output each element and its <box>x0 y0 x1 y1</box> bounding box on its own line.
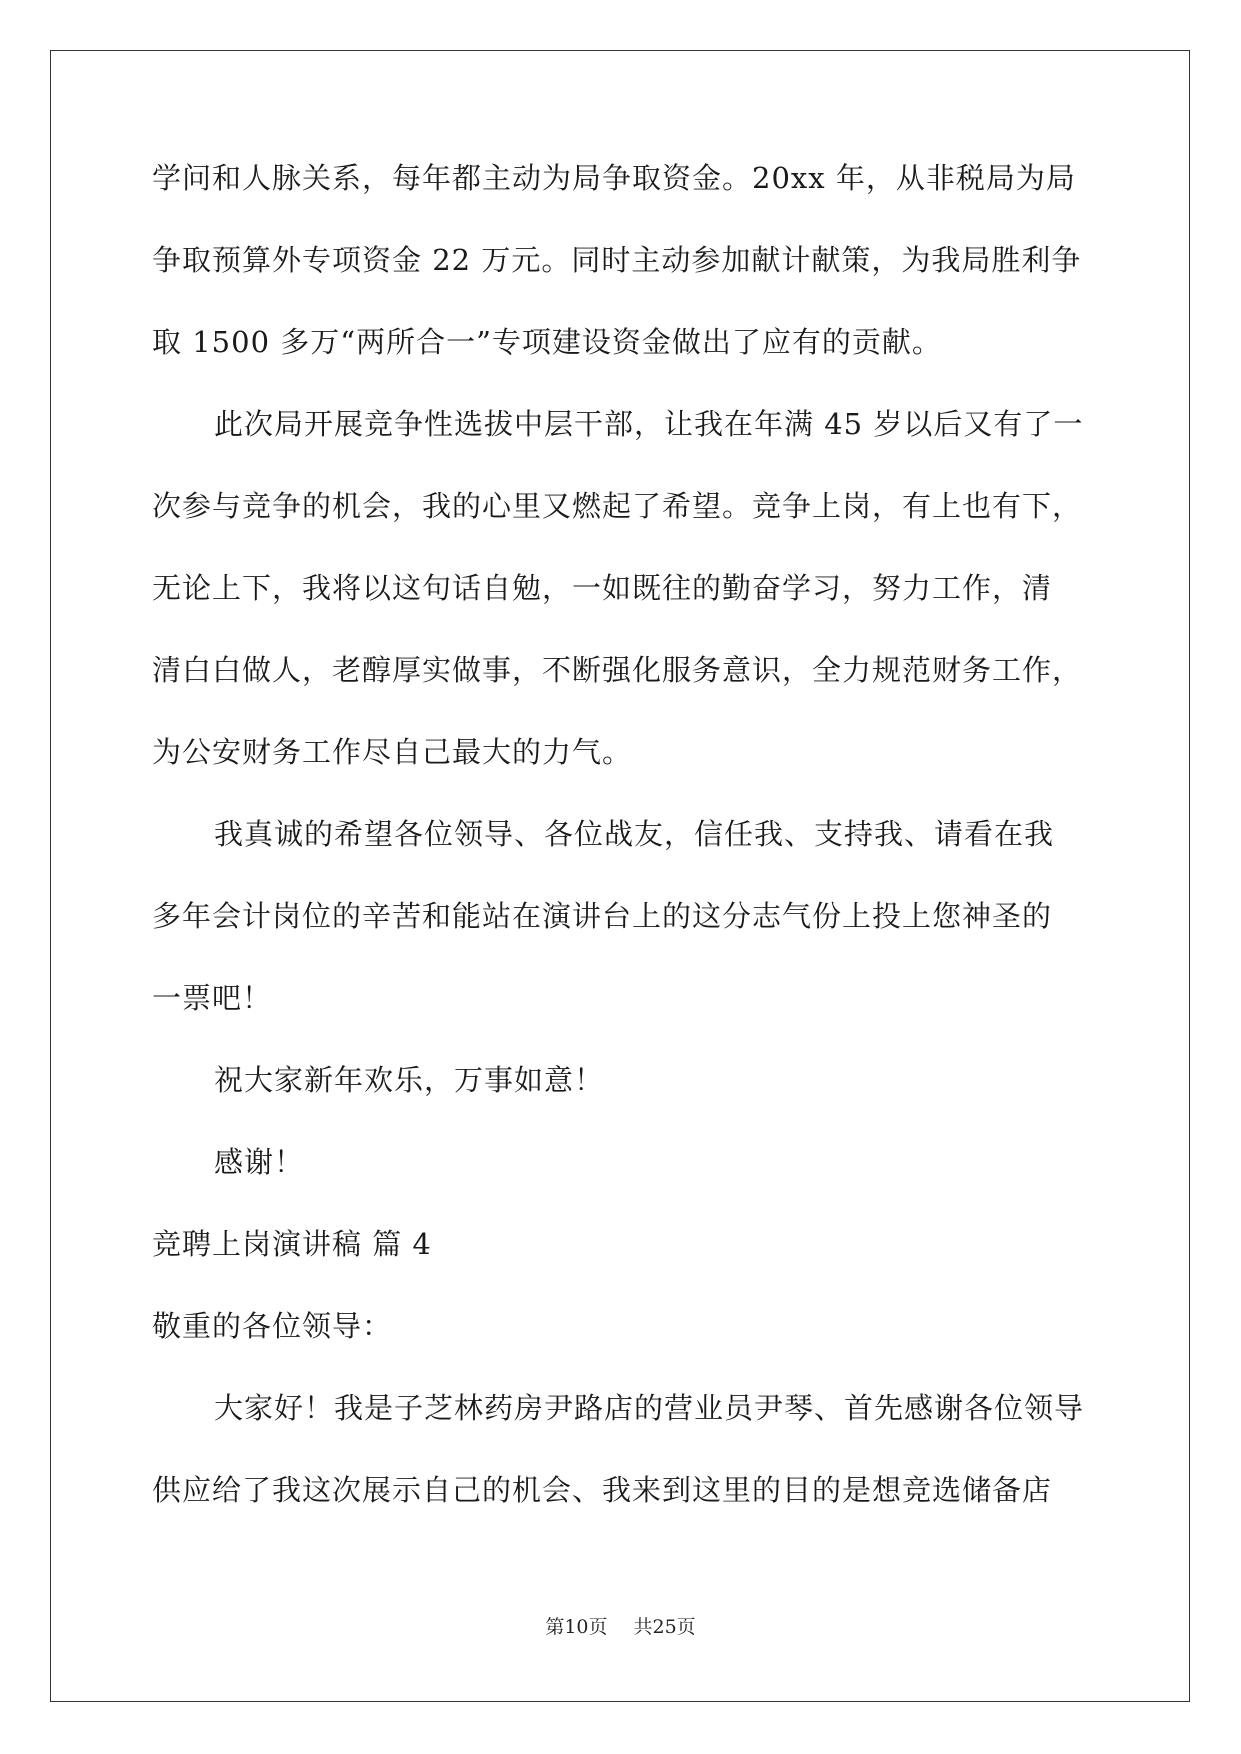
text-line: 取 1500 多万“两所合一”专项建设资金做出了应有的贡献。 <box>152 325 942 359</box>
paragraph-start: 我真诚的希望各位领导、各位战友，信任我、支持我、请看在我 <box>214 817 1055 851</box>
text-line: 争取预算外专项资金 22 万元。同时主动参加献计献策，为我局胜利争 <box>152 243 1082 277</box>
paragraph-start: 此次局开展竞争性选拔中层干部，让我在年满 45 岁以后又有了一 <box>214 407 1084 441</box>
text-line: 供应给了我这次展示自己的机会、我来到这里的目的是想竞选储备店 <box>152 1473 1053 1507</box>
salutation: 敬重的各位领导： <box>152 1309 393 1343</box>
page-total: 共25页 <box>633 1616 696 1638</box>
paragraph-start: 祝大家新年欢乐，万事如意！ <box>214 1063 605 1097</box>
text-line: 多年会计岗位的辛苦和能站在演讲台上的这分志气份上投上您神圣的 <box>152 899 1053 933</box>
paragraph-start: 感谢！ <box>214 1145 305 1179</box>
paragraph-start: 大家好！我是子芝林药房尹路店的营业员尹琴、首先感谢各位领导 <box>214 1391 1085 1425</box>
text-line: 无论上下，我将以这句话自勉，一如既往的勤奋学习，努力工作，清 <box>152 571 1053 605</box>
section-heading: 竞聘上岗演讲稿 篇 4 <box>152 1227 432 1261</box>
page-number: 第10页 <box>545 1616 608 1638</box>
page-footer <box>0 1612 1241 1639</box>
text-line: 学问和人脉关系，每年都主动为局争取资金。20xx 年，从非税局为局 <box>152 161 1076 195</box>
text-line: 次参与竞争的机会，我的心里又燃起了希望。竞争上岗，有上也有下， <box>152 489 1083 523</box>
text-line: 一票吧！ <box>152 981 273 1015</box>
document-body <box>152 160 1107 1554</box>
text-line: 为公安财务工作尽自己最大的力气。 <box>152 735 633 769</box>
text-line: 清白白做人，老醇厚实做事，不断强化服务意识，全力规范财务工作， <box>152 653 1083 687</box>
